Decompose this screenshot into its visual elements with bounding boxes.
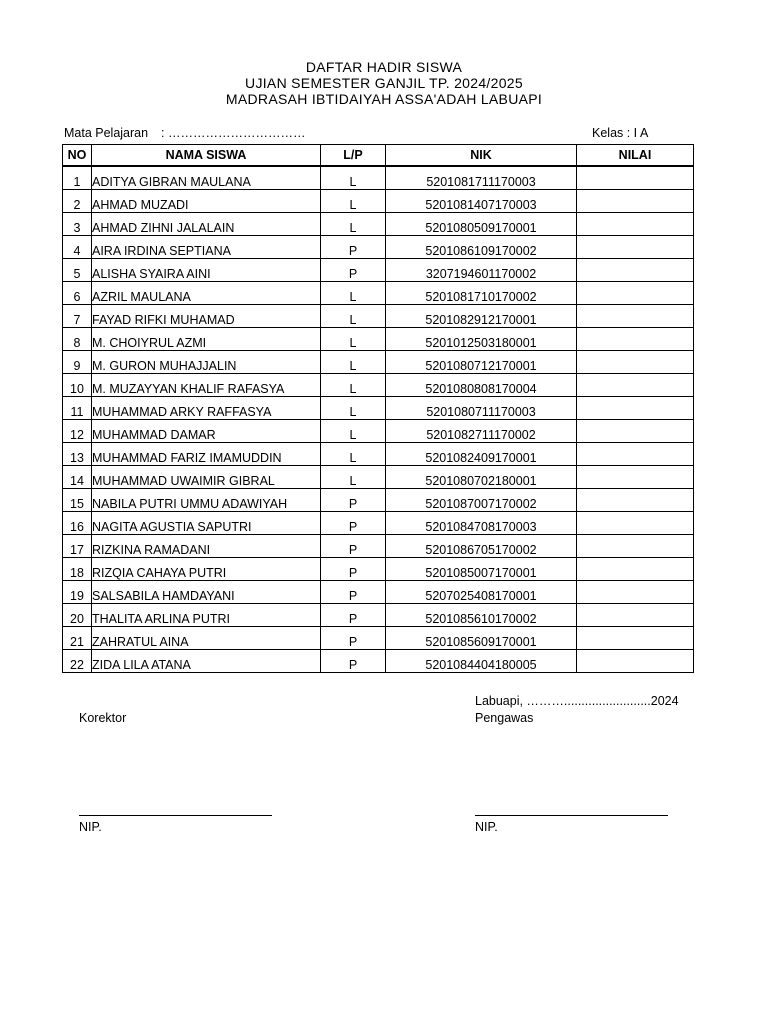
cell-nilai (577, 466, 694, 489)
cell-nik: 5207025408170001 (386, 581, 577, 604)
cell-no: 17 (63, 535, 92, 558)
cell-no: 21 (63, 627, 92, 650)
cell-no: 5 (63, 259, 92, 282)
cell-lp: P (321, 581, 386, 604)
cell-nama: ZAHRATUL AINA (92, 627, 321, 650)
cell-nik: 5201082912170001 (386, 305, 577, 328)
cell-no: 7 (63, 305, 92, 328)
table-row (63, 397, 694, 420)
cell-nama: AHMAD ZIHNI JALALAIN (92, 213, 321, 236)
col-header-nama: NAMA SISWA (92, 145, 321, 167)
cell-lp: L (321, 351, 386, 374)
table-row (63, 259, 694, 282)
pengawas-signature-line (475, 815, 668, 816)
cell-nik: 5201085609170001 (386, 627, 577, 650)
cell-nama: ADITYA GIBRAN MAULANA (92, 166, 321, 190)
cell-lp: L (321, 328, 386, 351)
cell-no: 15 (63, 489, 92, 512)
cell-lp: P (321, 604, 386, 627)
cell-nilai (577, 604, 694, 627)
cell-no: 11 (63, 397, 92, 420)
cell-lp: L (321, 190, 386, 213)
col-header-lp: L/P (321, 145, 386, 167)
cell-nilai (577, 420, 694, 443)
cell-nilai (577, 166, 694, 190)
cell-no: 22 (63, 650, 92, 673)
cell-lp: L (321, 166, 386, 190)
table-row (63, 443, 694, 466)
cell-lp: P (321, 627, 386, 650)
table-row (63, 604, 694, 627)
table-row (63, 466, 694, 489)
cell-nilai (577, 259, 694, 282)
cell-lp: P (321, 259, 386, 282)
cell-nama: AZRIL MAULANA (92, 282, 321, 305)
cell-nilai (577, 397, 694, 420)
col-header-no: NO (63, 145, 92, 167)
cell-nama: M. GURON MUHAJJALIN (92, 351, 321, 374)
cell-no: 9 (63, 351, 92, 374)
cell-nama: SALSABILA HAMDAYANI (92, 581, 321, 604)
table-row (63, 190, 694, 213)
subject-value: : …………………………… (161, 126, 306, 140)
table-header-row (63, 145, 694, 167)
cell-nilai (577, 305, 694, 328)
cell-nama: MUHAMMAD DAMAR (92, 420, 321, 443)
cell-nik: 5201082711170002 (386, 420, 577, 443)
col-header-nik: NIK (386, 145, 577, 167)
cell-no: 12 (63, 420, 92, 443)
cell-lp: L (321, 213, 386, 236)
cell-nik: 5201087007170002 (386, 489, 577, 512)
cell-nik: 5201080702180001 (386, 466, 577, 489)
doc-subtitle-school: MADRASAH IBTIDAIYAH ASSA'ADAH LABUAPI (225, 91, 543, 107)
place-date: Labuapi, ……….........................2024 (475, 694, 679, 708)
cell-nilai (577, 443, 694, 466)
cell-lp: P (321, 558, 386, 581)
cell-nik: 5201085610170002 (386, 604, 577, 627)
cell-no: 18 (63, 558, 92, 581)
cell-nik: 5201080509170001 (386, 213, 577, 236)
cell-nama: AHMAD MUZADI (92, 190, 321, 213)
cell-nilai (577, 190, 694, 213)
cell-nama: AIRA IRDINA SEPTIANA (92, 236, 321, 259)
cell-nama: ALISHA SYAIRA AINI (92, 259, 321, 282)
cell-nik: 5201080711170003 (386, 397, 577, 420)
cell-nama: ZIDA LILA ATANA (92, 650, 321, 673)
cell-lp: L (321, 305, 386, 328)
cell-no: 20 (63, 604, 92, 627)
subject-label: Mata Pelajaran (64, 126, 149, 140)
cell-nama: THALITA ARLINA PUTRI (92, 604, 321, 627)
cell-nik: 5201081710170002 (386, 282, 577, 305)
cell-no: 10 (63, 374, 92, 397)
cell-no: 13 (63, 443, 92, 466)
cell-nik: 5201012503180001 (386, 328, 577, 351)
cell-no: 14 (63, 466, 92, 489)
cell-nama: NAGITA AGUSTIA SAPUTRI (92, 512, 321, 535)
cell-lp: L (321, 466, 386, 489)
cell-nilai (577, 535, 694, 558)
table-row (63, 236, 694, 259)
cell-nik: 5201084708170003 (386, 512, 577, 535)
table-row (63, 213, 694, 236)
cell-nama: FAYAD RIFKI MUHAMAD (92, 305, 321, 328)
cell-nik: 5201080808170004 (386, 374, 577, 397)
cell-lp: P (321, 650, 386, 673)
table-row (63, 351, 694, 374)
cell-lp: P (321, 236, 386, 259)
col-header-nilai: NILAI (577, 145, 694, 167)
pengawas-label: Pengawas (475, 711, 534, 725)
table-row (63, 328, 694, 351)
korektor-nip: NIP. (79, 820, 102, 834)
cell-lp: L (321, 397, 386, 420)
cell-nik: 3207194601170002 (386, 259, 577, 282)
cell-lp: P (321, 489, 386, 512)
korektor-label: Korektor (79, 711, 127, 725)
cell-lp: P (321, 535, 386, 558)
table-row (63, 166, 694, 190)
cell-nama: M. MUZAYYAN KHALIF RAFASYA (92, 374, 321, 397)
cell-nik: 5201082409170001 (386, 443, 577, 466)
cell-nilai (577, 650, 694, 673)
table-row (63, 627, 694, 650)
table-row (63, 535, 694, 558)
cell-no: 8 (63, 328, 92, 351)
cell-no: 1 (63, 166, 92, 190)
cell-nama: MUHAMMAD UWAIMIR GIBRAL (92, 466, 321, 489)
table-row (63, 581, 694, 604)
cell-nama: MUHAMMAD FARIZ IMAMUDDIN (92, 443, 321, 466)
cell-nik: 5201081711170003 (386, 166, 577, 190)
cell-nama: RIZQIA CAHAYA PUTRI (92, 558, 321, 581)
cell-nilai (577, 351, 694, 374)
cell-nama: NABILA PUTRI UMMU ADAWIYAH (92, 489, 321, 512)
cell-nik: 5201084404180005 (386, 650, 577, 673)
cell-lp: L (321, 282, 386, 305)
cell-lp: L (321, 443, 386, 466)
cell-nik: 5201085007170001 (386, 558, 577, 581)
cell-nilai (577, 374, 694, 397)
table-row (63, 420, 694, 443)
pengawas-nip: NIP. (475, 820, 498, 834)
cell-no: 2 (63, 190, 92, 213)
table-row (63, 650, 694, 673)
cell-nilai (577, 512, 694, 535)
cell-nilai (577, 282, 694, 305)
doc-title: DAFTAR HADIR SISWA (305, 59, 463, 75)
doc-subtitle-exam: UJIAN SEMESTER GANJIL TP. 2024/2025 (245, 75, 523, 91)
cell-no: 6 (63, 282, 92, 305)
table-row (63, 512, 694, 535)
cell-no: 3 (63, 213, 92, 236)
cell-nilai (577, 236, 694, 259)
cell-nilai (577, 489, 694, 512)
cell-nilai (577, 558, 694, 581)
cell-no: 16 (63, 512, 92, 535)
table-row (63, 489, 694, 512)
cell-nilai (577, 328, 694, 351)
cell-lp: L (321, 420, 386, 443)
table-row (63, 374, 694, 397)
cell-lp: L (321, 374, 386, 397)
cell-nilai (577, 627, 694, 650)
cell-nama: RIZKINA RAMADANI (92, 535, 321, 558)
table-row (63, 282, 694, 305)
cell-nik: 5201081407170003 (386, 190, 577, 213)
cell-nilai (577, 213, 694, 236)
korektor-signature-line (79, 815, 272, 816)
cell-nik: 5201080712170001 (386, 351, 577, 374)
cell-nik: 5201086705170002 (386, 535, 577, 558)
cell-nilai (577, 581, 694, 604)
attendance-table (62, 144, 694, 673)
cell-no: 19 (63, 581, 92, 604)
cell-no: 4 (63, 236, 92, 259)
table-row (63, 558, 694, 581)
cell-nama: MUHAMMAD ARKY RAFFASYA (92, 397, 321, 420)
cell-lp: P (321, 512, 386, 535)
cell-nama: M. CHOIYRUL AZMI (92, 328, 321, 351)
cell-nik: 5201086109170002 (386, 236, 577, 259)
class-label: Kelas : I A (592, 126, 649, 140)
table-row (63, 305, 694, 328)
